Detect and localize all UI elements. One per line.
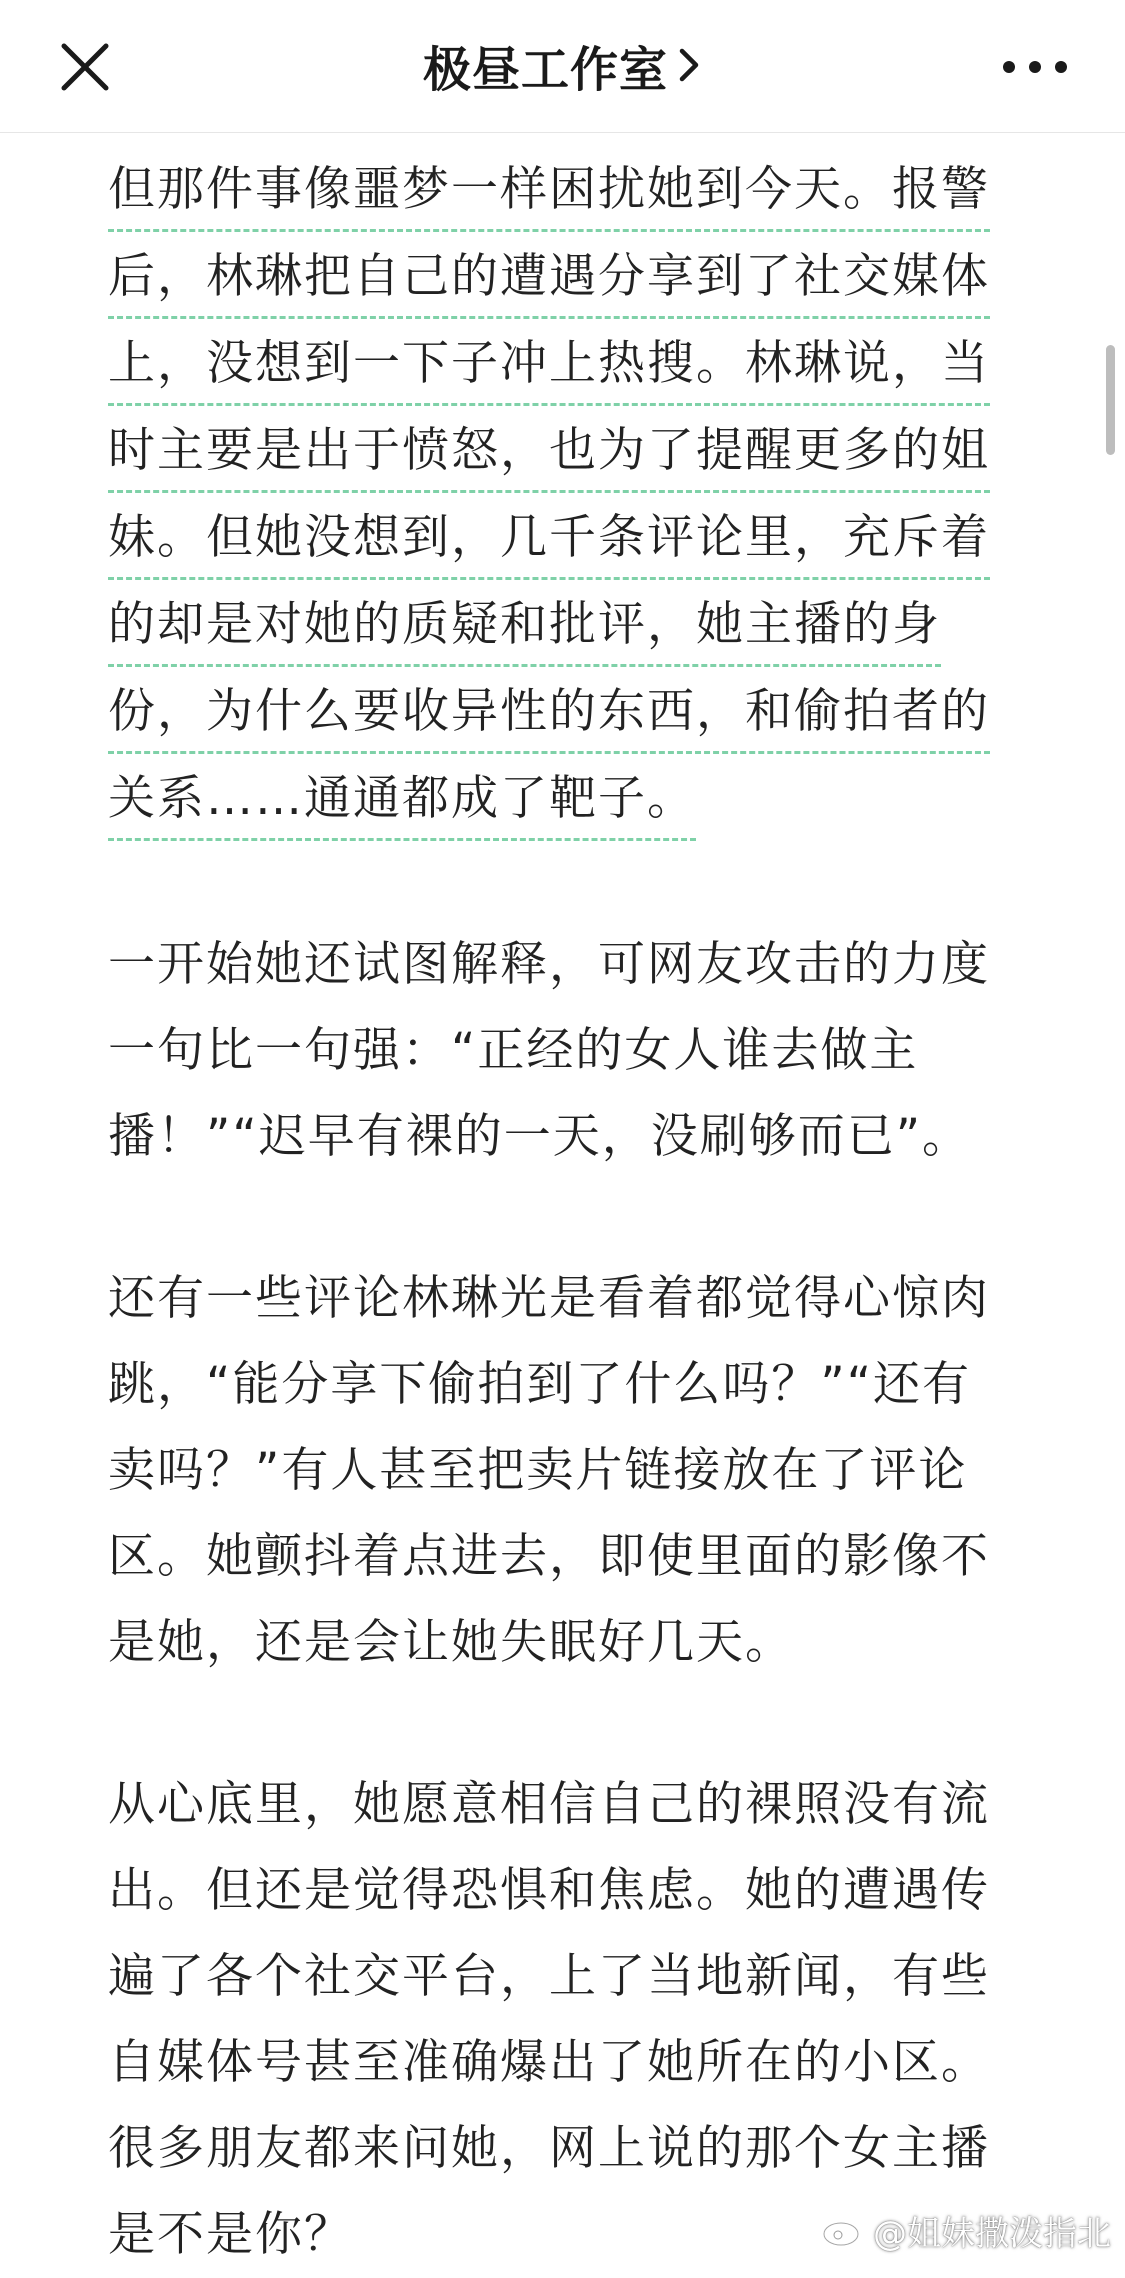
highlighted-line <box>108 411 1018 498</box>
highlighted-line <box>108 498 1018 585</box>
highlighted-line <box>108 672 1018 759</box>
highlighted-line-text: 后，林琳把自己的遭遇分享到了社交媒体 <box>108 244 990 319</box>
highlighted-line-text: 时主要是出于愤怒，也为了提醒更多的姐 <box>108 418 990 493</box>
paragraph-line: 从心底里，她愿意相信自己的裸照没有流 <box>108 1777 990 1832</box>
paragraph-line: 出。但还是觉得恐惧和焦虑。她的遭遇传 <box>108 1863 990 1918</box>
highlighted-line-text: 的却是对她的质疑和批评，她主播的身 <box>108 592 941 667</box>
paragraph-gap <box>108 1180 1018 1256</box>
paragraph-line: 很多朋友都来问她，网上说的那个女主播 <box>108 2121 990 2176</box>
article-body <box>108 150 1018 2278</box>
paragraph-line: 卖吗？”有人甚至把卖片链接放在了评论 <box>108 1443 968 1498</box>
watermark-text: @姐妹撒泼指北 <box>873 2213 1111 2254</box>
paragraph-line: 区。她颤抖着点进去，即使里面的影像不 <box>108 1529 990 1584</box>
paragraph-gap <box>108 846 1018 922</box>
highlighted-line <box>108 759 1018 846</box>
paragraph-line: 是她，还是会让她失眠好几天。 <box>108 1615 794 1670</box>
highlighted-line-text: 但那件事像噩梦一样困扰她到今天。报警 <box>108 157 990 232</box>
account-title: 极昼工作室 <box>422 41 668 98</box>
scrollbar-thumb[interactable] <box>1106 345 1115 455</box>
account-title-link[interactable] <box>0 30 1125 100</box>
highlighted-line <box>108 324 1018 411</box>
paragraph-gap <box>108 1686 1018 1762</box>
paragraph-line: 一开始她还试图解释，可网友攻击的力度 <box>108 937 990 992</box>
highlighted-line-text: 上，没想到一下子冲上热搜。林琳说，当 <box>108 331 990 406</box>
more-options-button[interactable] <box>995 32 1075 102</box>
paragraph-line: 还有一些评论林琳光是看着都觉得心惊肉 <box>108 1271 990 1326</box>
watermark <box>821 2205 1111 2255</box>
paragraph-line: 自媒体号甚至准确爆出了她所在的小区。 <box>108 2035 990 2090</box>
highlighted-line-text: 关系……通通都成了靶子。 <box>108 766 696 841</box>
top-navigation-bar <box>0 0 1125 133</box>
paragraph-line: 播！”“迟早有裸的一天，没刷够而已”。 <box>108 1109 972 1164</box>
paragraph-3 <box>108 1762 1018 2278</box>
highlighted-line <box>108 585 1018 672</box>
paragraph-1 <box>108 922 1018 1180</box>
paragraph-line: 遍了各个社交平台，上了当地新闻，有些 <box>108 1949 990 2004</box>
highlighted-line-text: 妹。但她没想到，几千条评论里，充斥着 <box>108 505 990 580</box>
paragraph-line: 是不是你？ <box>108 2207 353 2262</box>
more-icon <box>995 32 1075 102</box>
weibo-icon <box>821 2212 865 2248</box>
highlighted-line <box>108 150 1018 237</box>
chevron-right-icon <box>676 45 702 85</box>
paragraph-line: 跳，“能分享下偷拍到了什么吗？”“还有 <box>108 1357 972 1412</box>
highlighted-paragraph <box>108 150 1018 846</box>
paragraph-line: 一句比一句强：“正经的女人谁去做主 <box>108 1023 919 1078</box>
highlighted-line-text: 份，为什么要收异性的东西，和偷拍者的 <box>108 679 990 754</box>
highlighted-line <box>108 237 1018 324</box>
paragraph-2 <box>108 1256 1018 1686</box>
